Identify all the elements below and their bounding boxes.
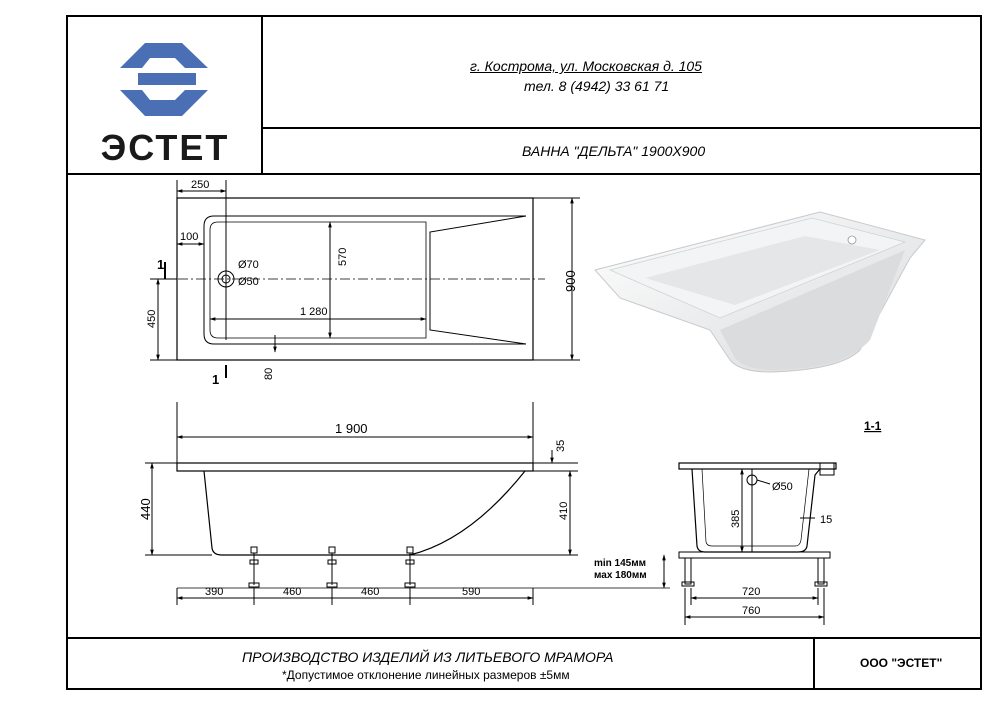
section-label: 1-1 <box>864 419 882 433</box>
side-dim-390: 390 <box>205 586 224 598</box>
section-dim-385: 385 <box>730 509 742 528</box>
plan-dim-100: 100 <box>180 231 199 243</box>
section-view <box>679 463 836 625</box>
plan-dim-80: 80 <box>263 367 275 380</box>
logo-text: ЭСТЕТ <box>100 127 230 168</box>
section-dim-720: 720 <box>742 586 761 598</box>
footer-title: ПРОИЗВОДСТВО ИЗДЕЛИЙ ИЗ ЛИТЬЕВОГО МРАМОРА <box>242 649 614 665</box>
bathtub-render <box>595 212 925 372</box>
footer-company: ООО "ЭСТЕТ" <box>860 656 943 670</box>
side-dim-440: 440 <box>138 498 153 520</box>
plan-dim-900: 900 <box>563 270 578 292</box>
side-rim <box>177 463 533 471</box>
plan-section-mark-bottom: 1 <box>212 372 220 387</box>
legs-min-text: min 145мм <box>594 558 647 569</box>
side-dim-35: 35 <box>555 439 567 452</box>
leg-3 <box>405 547 415 587</box>
section-dim-50: Ø50 <box>772 481 793 493</box>
plan-dim-570: 570 <box>337 247 349 266</box>
side-dim-460a: 460 <box>283 586 302 598</box>
plan-dim-1280: 1 280 <box>300 306 328 318</box>
side-body <box>204 471 525 555</box>
product-title: ВАННА "ДЕЛЬТА" 1900Х900 <box>522 143 706 159</box>
side-dim-460b: 460 <box>361 586 380 598</box>
plan-dim-250: 250 <box>191 179 210 191</box>
footer-note: *Допустимое отклонение линейных размеров ±5мм <box>282 668 570 682</box>
section-dim-15: 15 <box>820 514 833 526</box>
address-text: г. Кострома, ул. Московская д. 105 <box>470 58 702 74</box>
leg-1 <box>249 547 259 587</box>
side-dim-590: 590 <box>462 586 481 598</box>
plan-view <box>150 180 580 378</box>
section-dim-760: 760 <box>742 605 761 617</box>
plan-drain-70: Ø70 <box>238 259 259 271</box>
plan-section-mark-top: 1 <box>157 257 165 272</box>
legs-max-text: мах 180мм <box>594 570 647 581</box>
side-dim-410: 410 <box>558 501 570 520</box>
leg-2 <box>327 547 337 587</box>
side-dim-1900: 1 900 <box>335 421 368 436</box>
side-view <box>145 402 670 605</box>
phone-text: тел. 8 (4942) 33 61 71 <box>524 78 670 94</box>
plan-drain-50: Ø50 <box>238 276 259 288</box>
plan-dim-450: 450 <box>146 309 158 328</box>
